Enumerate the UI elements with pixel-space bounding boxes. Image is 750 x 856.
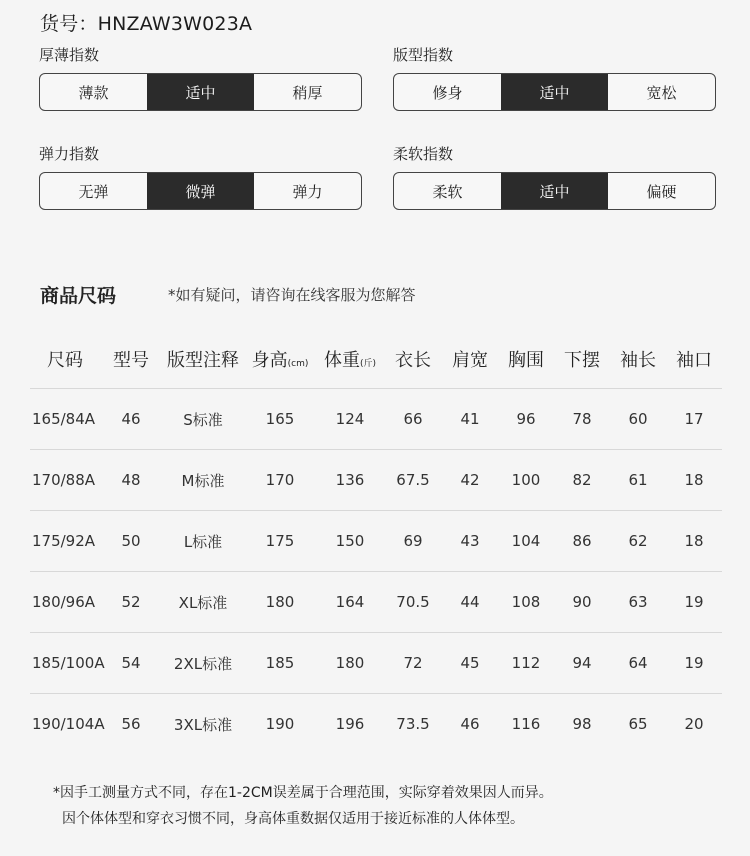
table-cell: 65: [628, 715, 648, 733]
table-cell: S标准: [183, 410, 223, 429]
header-hem: 下摆: [564, 350, 600, 371]
table-cell: 150: [335, 532, 365, 550]
table-cell: 96: [516, 410, 536, 428]
footnote: 因个体体型和穿衣习惯不同，身高体重数据仅适用于接近标准的人体体型。: [62, 811, 524, 827]
table-cell: 180: [335, 654, 365, 672]
table-cell: 170: [265, 471, 295, 489]
table-cell: 175/92A: [32, 532, 96, 550]
weight-unit: (斤): [359, 359, 377, 369]
table-cell: 19: [684, 654, 704, 672]
table-cell: 50: [121, 532, 141, 550]
header-weight: 体重(斤): [323, 350, 377, 371]
option-loose[interactable]: 宽松: [646, 83, 677, 102]
table-row: [30, 632, 722, 693]
table-row: [30, 449, 722, 510]
table-cell: 190/104A: [32, 715, 105, 733]
option-stretch[interactable]: 弹力: [292, 182, 323, 201]
height-unit: (cm): [287, 359, 309, 369]
option-thin[interactable]: 薄款: [78, 83, 109, 102]
table-cell: 69: [403, 532, 423, 550]
table-cell: 124: [335, 410, 365, 428]
table-cell: 165/84A: [32, 410, 96, 428]
table-cell: 19: [684, 593, 704, 611]
table-cell: 48: [121, 471, 141, 489]
table-cell: 67.5: [396, 471, 430, 489]
table-cell: 175: [265, 532, 295, 550]
footnotes: [53, 780, 553, 832]
table-row: [30, 571, 722, 632]
table-cell: 104: [511, 532, 541, 550]
table-cell: 18: [684, 471, 704, 489]
header-fit-note: 版型注释: [167, 350, 239, 371]
size-section-title: 商品尺码: [40, 285, 117, 307]
table-cell: 170/88A: [32, 471, 96, 489]
table-cell: M标准: [181, 471, 225, 490]
header-cuff: 袖口: [676, 350, 712, 371]
table-cell: 196: [335, 715, 365, 733]
table-cell: 100: [511, 471, 541, 489]
table-cell: 90: [572, 593, 592, 611]
table-cell: 42: [460, 471, 480, 489]
table-cell: 108: [511, 593, 541, 611]
table-cell: 86: [572, 532, 592, 550]
table-cell: 52: [121, 593, 141, 611]
table-cell: 164: [335, 593, 365, 611]
softness-selector: [393, 172, 716, 210]
footnote: *因手工测量方式不同，存在1-2CM误差属于合理范围，实际穿着效果因人而异。: [53, 785, 553, 801]
table-row: [30, 388, 722, 449]
table-cell: 185: [265, 654, 295, 672]
table-cell: 18: [684, 532, 704, 550]
thickness-selector: [39, 73, 362, 111]
table-cell: 82: [572, 471, 592, 489]
size-table: [30, 330, 722, 754]
table-cell: 180: [265, 593, 295, 611]
table-cell: 60: [628, 410, 648, 428]
table-cell: 46: [460, 715, 480, 733]
table-cell: 190: [265, 715, 295, 733]
header-size: 尺码: [47, 350, 83, 371]
fit-selector: [393, 73, 716, 111]
table-cell: 54: [121, 654, 141, 672]
table-cell: 180/96A: [32, 593, 96, 611]
sku-code: 货号：HNZAW3W023A: [40, 13, 253, 35]
option-stiff[interactable]: 偏硬: [646, 182, 677, 201]
table-cell: 56: [121, 715, 141, 733]
header-sleeve-length: 袖长: [620, 350, 656, 371]
table-cell: 165: [265, 410, 295, 428]
table-cell: 43: [460, 532, 480, 550]
table-cell: L标准: [183, 532, 223, 551]
table-cell: 72: [403, 654, 423, 672]
table-cell: 41: [460, 410, 480, 428]
table-cell: 2XL标准: [173, 654, 233, 673]
table-cell: XL标准: [178, 593, 228, 612]
table-row: [30, 510, 722, 571]
index-title: 弹力指数: [39, 145, 100, 163]
table-cell: 20: [684, 715, 704, 733]
table-cell: 98: [572, 715, 592, 733]
table-cell: 3XL标准: [173, 715, 233, 734]
option-no-stretch[interactable]: 无弹: [78, 182, 109, 201]
index-title: 厚薄指数: [39, 46, 100, 64]
table-cell: 45: [460, 654, 480, 672]
header-length: 衣长: [395, 350, 431, 371]
size-section-note: *如有疑问，请咨询在线客服为您解答: [168, 286, 416, 304]
elasticity-selector: [39, 172, 362, 210]
table-cell: 64: [628, 654, 648, 672]
header-height: 身高(cm): [251, 350, 309, 371]
index-title: 版型指数: [393, 46, 454, 64]
table-cell: 185/100A: [32, 654, 105, 672]
header-chest: 胸围: [508, 350, 544, 371]
header-shoulder: 肩宽: [452, 350, 488, 371]
table-cell: 66: [403, 410, 423, 428]
table-cell: 116: [511, 715, 541, 733]
option-soft[interactable]: 柔软: [432, 182, 463, 201]
option-medium-soft[interactable]: 适中: [501, 173, 608, 209]
header-model: 型号: [113, 350, 149, 371]
table-cell: 73.5: [396, 715, 430, 733]
table-cell: 112: [511, 654, 541, 672]
option-slim[interactable]: 修身: [432, 83, 463, 102]
table-cell: 61: [628, 471, 648, 489]
table-cell: 94: [572, 654, 592, 672]
table-cell: 62: [628, 532, 648, 550]
table-cell: 78: [572, 410, 592, 428]
table-cell: 44: [460, 593, 480, 611]
table-cell: 63: [628, 593, 648, 611]
option-slight-stretch[interactable]: 微弹: [147, 173, 254, 209]
option-thick[interactable]: 稍厚: [292, 83, 323, 102]
option-regular[interactable]: 适中: [501, 74, 608, 110]
table-cell: 17: [684, 410, 704, 428]
table-cell: 136: [335, 471, 365, 489]
option-medium[interactable]: 适中: [147, 74, 254, 110]
index-title: 柔软指数: [393, 145, 454, 163]
table-cell: 46: [121, 410, 141, 428]
table-cell: 70.5: [396, 593, 430, 611]
table-body: [30, 388, 722, 754]
table-header: [30, 330, 722, 388]
table-row: [30, 693, 722, 754]
